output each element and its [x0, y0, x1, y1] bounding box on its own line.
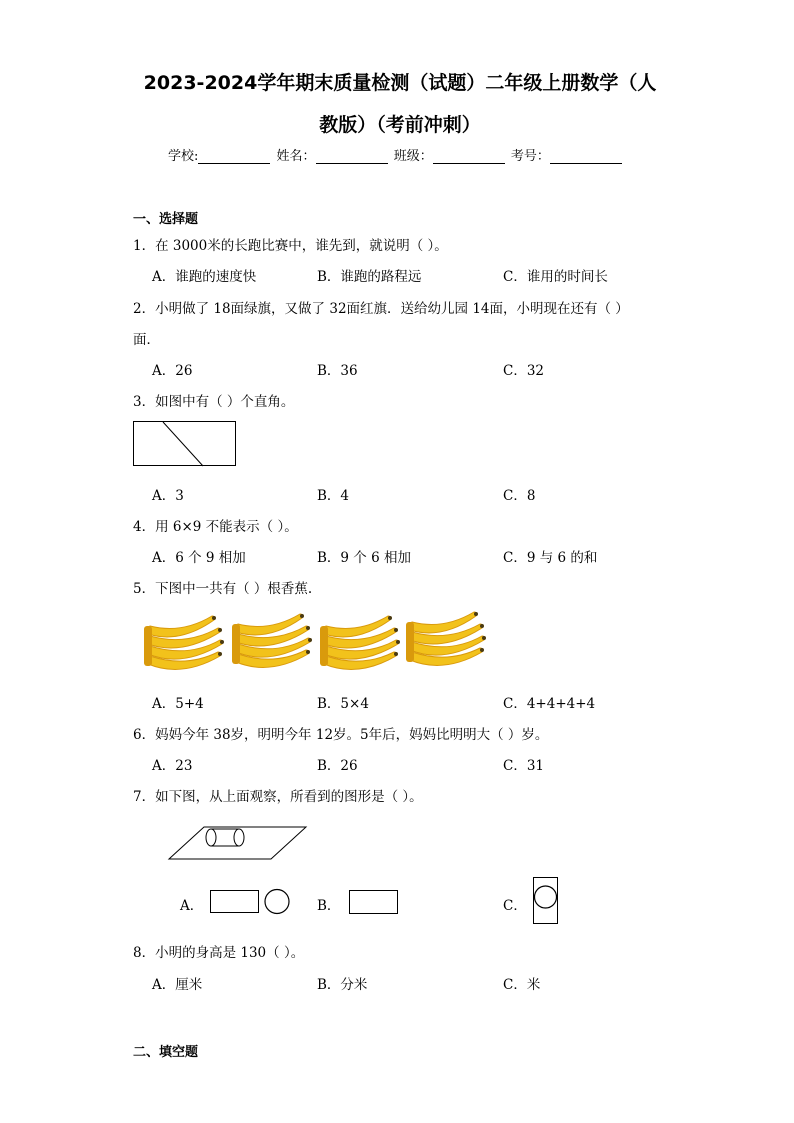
question-4-stem: 4．用 6×9 不能表示（ ）。 [133, 519, 298, 535]
cylinder-end-left [206, 829, 216, 846]
question-8-option-c[interactable]: C．米 [503, 977, 541, 993]
number-label: 考号： [510, 149, 550, 164]
diagonal-line [163, 422, 203, 466]
school-blank[interactable] [198, 149, 270, 164]
question-3-option-a[interactable]: A．3 [152, 488, 184, 504]
question-3-stem: 3．如图中有（ ）个直角。 [133, 394, 295, 410]
question-2-option-a[interactable]: A．26 [152, 363, 193, 379]
question-2-stem-cont: 面． [133, 332, 160, 348]
student-info-row [168, 145, 624, 164]
plane-parallelogram [169, 827, 306, 859]
rectangle-shape [134, 422, 236, 466]
question-6-option-c[interactable]: C．31 [503, 758, 545, 774]
name-label: 姓名： [276, 149, 316, 164]
question-5-stem: 5．下图中一共有（ ）根香蕉. [133, 581, 313, 597]
question-2-stem: 2．小明做了 18面绿旗，又做了 32面红旗．送给幼儿园 14面，小明现在还有（ ） [133, 301, 629, 317]
option-b-rect-shape[interactable] [349, 889, 401, 917]
question-1-option-a[interactable]: A．谁跑的速度快 [152, 269, 257, 285]
question-4-option-c[interactable]: C．9 与 6 的和 [503, 550, 598, 566]
banana-bunches-figure [140, 604, 492, 676]
question-4-option-a[interactable]: A．6 个 9 相加 [152, 550, 246, 566]
question-5-option-c[interactable]: C．4+4+4+4 [503, 696, 596, 712]
question-8-stem: 8．小明的身高是 130（ ）。 [133, 945, 305, 961]
question-3-option-c[interactable]: C．8 [503, 488, 536, 504]
cylinder-end-right [234, 829, 244, 846]
question-7-option-b-label[interactable]: B． [317, 898, 341, 914]
title-line-1: 2023-2024学年期末质量检测（试题）二年级上册数学（人 [143, 72, 657, 94]
question-5-option-a[interactable]: A．5+4 [152, 696, 204, 712]
question-7-option-a-label[interactable]: A． [180, 898, 204, 914]
question-6-option-a[interactable]: A．23 [152, 758, 193, 774]
question-6-option-b[interactable]: B．26 [317, 758, 358, 774]
number-blank[interactable] [550, 149, 622, 164]
question-8-option-a[interactable]: A．厘米 [152, 977, 203, 993]
question-7-option-c-label[interactable]: C． [503, 898, 527, 914]
name-blank[interactable] [316, 149, 388, 164]
cylinder-on-plane-figure [166, 824, 310, 862]
question-8-option-b[interactable]: B．分米 [317, 977, 368, 993]
banana-bunch-3 [320, 616, 400, 669]
banana-bunch-2 [232, 614, 312, 667]
class-label: 班级： [393, 149, 433, 164]
question-6-stem: 6．妈妈今年 38岁，明明今年 12岁。5年后，妈妈比明明大（ ）岁。 [133, 727, 549, 743]
question-4-option-b[interactable]: B．9 个 6 相加 [317, 550, 411, 566]
question-5-option-b[interactable]: B．5×4 [317, 696, 369, 712]
question-2-option-b[interactable]: B．36 [317, 363, 358, 379]
question-1-option-b[interactable]: B．谁跑的路程远 [317, 269, 422, 285]
banana-bunch-4 [406, 612, 486, 665]
section-choice-title: 一、选择题 [133, 212, 199, 227]
rectangle-diagonal-figure [133, 421, 237, 468]
school-label: 学校: [168, 149, 199, 164]
option-c-rect-circle-shape[interactable] [533, 877, 561, 927]
banana-bunch-1 [144, 616, 224, 669]
title-line-2: 教版）（考前冲刺） [319, 114, 481, 136]
option-a-rect-circle-shape[interactable] [210, 888, 292, 916]
question-2-option-c[interactable]: C．32 [503, 363, 545, 379]
question-1-stem: 1．在 3000米的长跑比赛中，谁先到，就说明（ ）。 [133, 238, 448, 254]
section-fill-title: 二、填空题 [133, 1045, 199, 1060]
class-blank[interactable] [433, 149, 505, 164]
question-7-stem: 7．如下图，从上面观察，所看到的图形是（ ）。 [133, 789, 423, 805]
question-3-option-b[interactable]: B．4 [317, 488, 350, 504]
question-1-option-c[interactable]: C．谁用的时间长 [503, 269, 608, 285]
